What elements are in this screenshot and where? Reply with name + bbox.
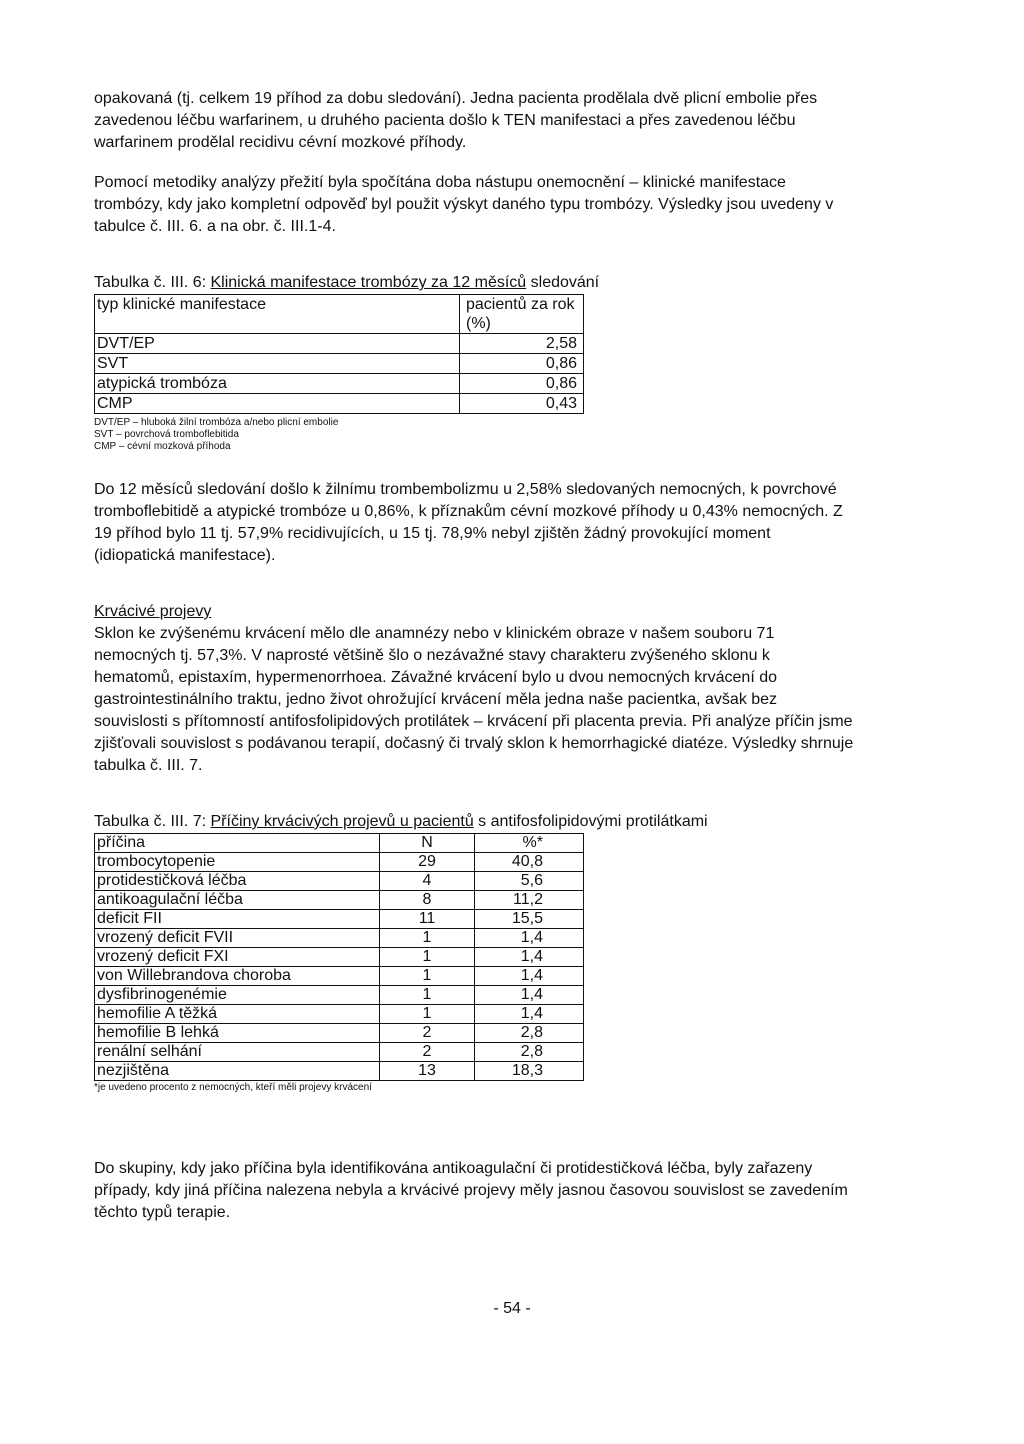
table-cell: 0,86 xyxy=(460,354,584,374)
table-header-cell: N xyxy=(380,834,475,853)
table-cell: 18,3 xyxy=(475,1062,584,1081)
table-cell: 1 xyxy=(380,929,475,948)
table-row xyxy=(95,394,584,414)
table-cell: von Willebrandova choroba xyxy=(95,967,380,986)
table-row xyxy=(95,929,584,948)
table-cell: 0,86 xyxy=(460,374,584,394)
table-cell: 2 xyxy=(380,1024,475,1043)
table6-note: DVT/EP – hluboká žilní trombóza a/nebo plicní embolie xyxy=(94,417,339,428)
table-cell: dysfibrinogenémie xyxy=(95,986,380,1005)
table-cell: 1,4 xyxy=(475,929,584,948)
table-cell: nezjištěna xyxy=(95,1062,380,1081)
paragraph-bleeding: Sklon ke zvýšenému krvácení mělo dle anamnézy nebo v klinickém obraze v našem souboru 71 nemocných tj. 57,3%. V naprosté většině šlo o nezávažné stavy charakteru zvýšeného sklonu k hematomů, epistaxím, hypermenorrhoea. Závažné krvácení bylo u dvou nemocných krvácení do gastrointestinálního traktu, jedno život ohrožující krvácení měla jedna naše pacientka, avšak bez souvislosti s přítomností antifosfolipidových protilátek – krvácení při placenta previa. Při analýze příčin jsme zjišťovali souvislost s podávanou terapií, dočasný či trvalý sklon k hemorrhagické diatéze. Výsledky shrnuje tabulka č. III. 7. xyxy=(94,625,854,774)
table-cell: 8 xyxy=(380,891,475,910)
table-row xyxy=(95,872,584,891)
table-cell: antikoagulační léčba xyxy=(95,891,380,910)
table-row xyxy=(95,853,584,872)
table-cell: 1,4 xyxy=(475,948,584,967)
table-cell: 1 xyxy=(380,948,475,967)
paragraph-conclusion: Do skupiny, kdy jako příčina byla identifikována antikoagulační či protidestičková léčba, byly zařazeny případy, kdy jiná příčina nalezena nebyla a krvácivé projevy měly jasnou časovou souvislost se zavedením těchto typů terapie. xyxy=(94,1160,848,1221)
table-header-row xyxy=(95,834,584,853)
table-cell: trombocytopenie xyxy=(95,853,380,872)
table6-caption-title: Klinická manifestace trombózy za 12 měsíců xyxy=(210,274,527,291)
table-cell: SVT xyxy=(95,354,460,374)
table7-caption-title: Příčiny krvácivých projevů u pacientů xyxy=(210,813,474,830)
table-cell: 1,4 xyxy=(475,1005,584,1024)
table-header-cell: pacientů za rok (%) xyxy=(460,295,584,334)
table-cell: hemofilie B lehká xyxy=(95,1024,380,1043)
table-row xyxy=(95,354,584,374)
page-content xyxy=(94,88,854,1224)
table-cell: 2,8 xyxy=(475,1024,584,1043)
table-row xyxy=(95,1005,584,1024)
table-cell: 11 xyxy=(380,910,475,929)
table-cell: 2 xyxy=(380,1043,475,1062)
table6-note: CMP – cévní mozková příhoda xyxy=(94,441,231,452)
table-header-row xyxy=(95,295,584,334)
table-cell: 11,2 xyxy=(475,891,584,910)
table-row xyxy=(95,1024,584,1043)
table6-caption-prefix: Tabulka č. III. 6: xyxy=(94,274,211,291)
table-row xyxy=(95,891,584,910)
page-number: - 54 - xyxy=(493,1300,531,1317)
table-header-cell: typ klinické manifestace xyxy=(95,295,460,334)
table-cell: hemofilie A těžká xyxy=(95,1005,380,1024)
table-header-cell: %* xyxy=(475,834,584,853)
table-bleeding-causes xyxy=(94,833,584,1081)
table-row xyxy=(95,1062,584,1081)
table-cell: 1,4 xyxy=(475,986,584,1005)
table-cell: 13 xyxy=(380,1062,475,1081)
table-cell: CMP xyxy=(95,394,460,414)
table-cell: 40,8 xyxy=(475,853,584,872)
table-row xyxy=(95,948,584,967)
table-cell: 5,6 xyxy=(475,872,584,891)
table-cell: protidestičková léčba xyxy=(95,872,380,891)
table-row xyxy=(95,334,584,354)
paragraph-intro: opakovaná (tj. celkem 19 příhod za dobu sledování). Jedna pacienta prodělala dvě plicní embolie přes zavedenou léčbu warfarinem, u druhého pacienta došlo k TEN manifestaci a přes zavedenou léčbu warfarinem prodělal recidivu cévní mozkové příhody. xyxy=(94,90,818,151)
table-cell: 2,58 xyxy=(460,334,584,354)
table-row xyxy=(95,986,584,1005)
table7-note: *je uvedeno procento z nemocných, kteří měli projevy krvácení xyxy=(94,1082,372,1093)
table-cell: atypická trombóza xyxy=(95,374,460,394)
table-cell: 1 xyxy=(380,1005,475,1024)
table7-caption xyxy=(94,811,854,833)
table-row xyxy=(95,910,584,929)
table6-caption xyxy=(94,272,854,294)
table-cell: 15,5 xyxy=(475,910,584,929)
table6-caption-suffix: sledování xyxy=(526,274,600,291)
table-cell: 1 xyxy=(380,967,475,986)
table-cell: DVT/EP xyxy=(95,334,460,354)
table-cell: 0,43 xyxy=(460,394,584,414)
table-row xyxy=(95,1043,584,1062)
table-cell: vrozený deficit FXI xyxy=(95,948,380,967)
table-cell: 4 xyxy=(380,872,475,891)
table7-caption-prefix: Tabulka č. III. 7: xyxy=(94,813,211,830)
paragraph-survival-analysis: Pomocí metodiky analýzy přežití byla spočítána doba nástupu onemocnění – klinické manifestace trombózy, kdy jako kompletní odpověď byl použit výskyt daného typu trombózy. Výsledky jsou uvedeny v tabulce č. III. 6. a na obr. č. III.1-4. xyxy=(94,174,834,235)
table-cell: 1,4 xyxy=(475,967,584,986)
table7-caption-suffix: s antifosfolipidovými protilátkami xyxy=(473,813,708,830)
table-row xyxy=(95,374,584,394)
section-title-bleeding: Krvácivé projevy xyxy=(94,603,212,620)
table-cell: vrozený deficit FVII xyxy=(95,929,380,948)
table-cell: renální selhání xyxy=(95,1043,380,1062)
table6-note: SVT – povrchová tromboflebitida xyxy=(94,429,239,440)
table-cell: 1 xyxy=(380,986,475,1005)
table-row xyxy=(95,967,584,986)
table-cell: 29 xyxy=(380,853,475,872)
table6-notes xyxy=(94,417,854,453)
table-cell: deficit FII xyxy=(95,910,380,929)
table-header-cell: příčina xyxy=(95,834,380,853)
table-cell: 2,8 xyxy=(475,1043,584,1062)
paragraph-results: Do 12 měsíců sledování došlo k žilnímu trombembolizmu u 2,58% sledovaných nemocných, k povrchové tromboflebitidě a atypické trombóze u 0,86%, k příznakům cévní mozkové příhody u 0,43% nemocných. Z 19 příhod bylo 11 tj. 57,9% recidivujících, u 15 tj. 78,9% nebyl zjištěn žádný provokující moment (idiopatická manifestace). xyxy=(94,481,843,564)
table-thrombosis-manifestation xyxy=(94,294,584,414)
